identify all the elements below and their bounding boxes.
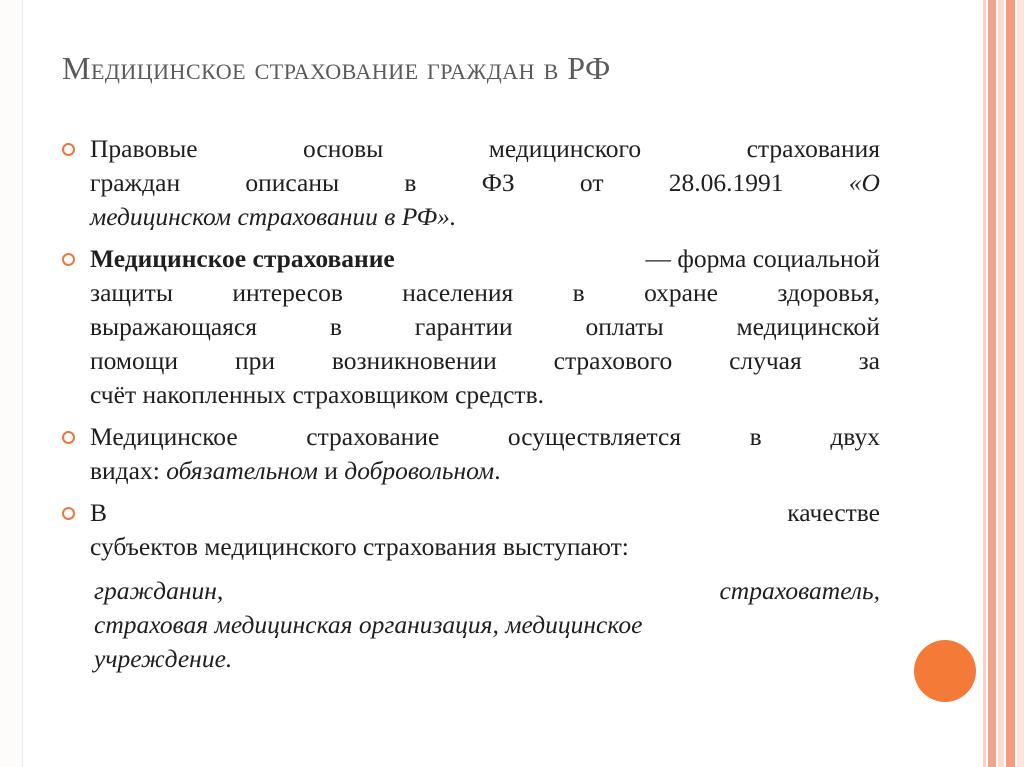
bullet-item-4	[62, 496, 880, 564]
word: от	[579, 168, 604, 197]
word: двух	[830, 422, 880, 451]
text: видах:	[90, 456, 167, 485]
text-line	[90, 200, 880, 234]
text-line: счёт накопленных страховщиком средств.	[90, 380, 544, 409]
subject-citizen: гражданин,	[94, 576, 224, 605]
bullet-item-3	[62, 420, 880, 488]
stripe-2	[988, 0, 996, 767]
text-line: учреждение.	[94, 644, 233, 673]
word: случая	[729, 346, 802, 375]
bullet-item-2	[62, 242, 880, 412]
text-line	[90, 310, 880, 344]
type-voluntary: добровольном	[344, 456, 495, 485]
word: страхования	[746, 134, 880, 163]
word: оплаты	[585, 312, 664, 341]
text-line: субъектов медицинского страхования выступают:	[90, 532, 629, 561]
word: в	[749, 422, 762, 451]
word: в	[329, 312, 342, 341]
text-line	[90, 420, 880, 454]
word: в	[572, 278, 585, 307]
word: Правовые	[90, 134, 198, 163]
bullet-icon	[62, 143, 75, 156]
stripe-4	[1006, 0, 1015, 767]
text: .	[494, 456, 501, 485]
text-line	[90, 496, 880, 530]
decorative-stripes	[980, 0, 1024, 767]
bullet-item-1	[62, 132, 880, 234]
word: 28.06.1991	[668, 168, 784, 197]
text-line	[90, 344, 880, 378]
text: и	[317, 456, 345, 485]
word: за	[858, 346, 880, 375]
word: страхового	[553, 346, 673, 375]
word: граждан	[90, 168, 181, 197]
stripe-1	[983, 0, 986, 767]
word: здоровья,	[777, 278, 880, 307]
decorative-circle	[914, 640, 976, 702]
word: гарантии	[414, 312, 513, 341]
text-line	[90, 454, 880, 488]
word: помощи	[90, 346, 179, 375]
bullet-icon	[62, 507, 75, 520]
slide-content	[62, 132, 880, 676]
word: качестве	[787, 498, 880, 527]
word: ФЗ	[481, 168, 515, 197]
word: страхование	[306, 422, 440, 451]
subject-insurer: страхователь,	[719, 576, 880, 605]
term-bold: Медицинское страхование	[90, 244, 395, 273]
bullet-icon	[62, 253, 75, 266]
type-mandatory: обязательном	[166, 456, 318, 485]
word: возникновении	[331, 346, 497, 375]
word: основы	[303, 134, 384, 163]
word: В	[90, 498, 108, 527]
word: при	[234, 346, 275, 375]
word: медицинского	[488, 134, 642, 163]
word: интересов	[232, 278, 343, 307]
text-line	[90, 242, 880, 276]
text-line	[94, 574, 880, 608]
text-line: страховая медицинская организация, медицинское	[94, 610, 643, 639]
definition-start: — форма социальной	[645, 244, 880, 273]
text-line	[90, 276, 880, 310]
bullet-icon	[62, 431, 75, 444]
text-line	[90, 132, 880, 166]
subjects-list	[62, 574, 880, 676]
text-line	[90, 166, 880, 200]
word: описаны	[245, 168, 340, 197]
word: осуществляется	[507, 422, 682, 451]
word: населения	[402, 278, 514, 307]
word: медицинской	[736, 312, 880, 341]
slide-title: Медицинское страхование граждан в РФ	[62, 50, 611, 86]
word: выражающаяся	[90, 312, 257, 341]
stripe-5	[1017, 0, 1024, 767]
stripe-3	[998, 0, 1004, 767]
word: защиты	[90, 278, 173, 307]
word: в	[404, 168, 417, 197]
word: Медицинское	[90, 422, 238, 451]
law-title-italic: медицинском страховании в РФ».	[90, 202, 457, 231]
word: охране	[644, 278, 718, 307]
word: «О	[848, 168, 880, 197]
